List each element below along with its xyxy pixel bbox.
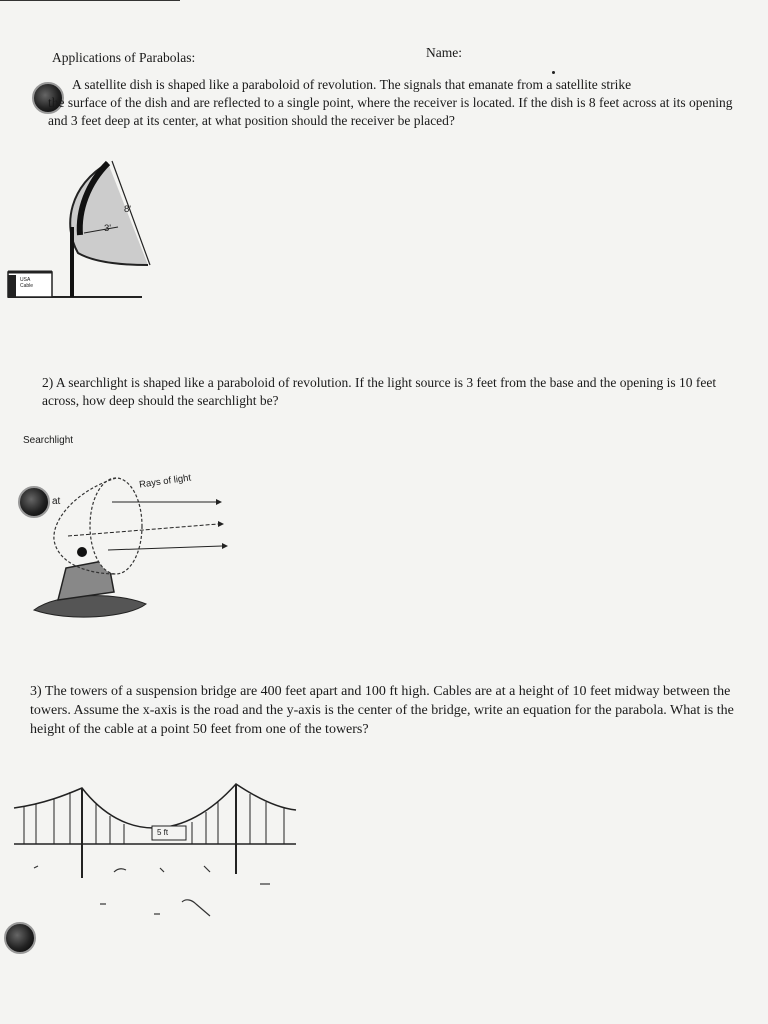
name-label: Name:	[426, 45, 462, 60]
main-cable	[14, 784, 296, 828]
suspension-bridge-figure	[14, 780, 304, 920]
ray-3-arrow	[222, 543, 228, 549]
question-2: 2) A searchlight is shaped like a paraboloid of revolution. If the light source is 3 feet from the base and the opening is 10 feet across, how deep should the searchlight be?	[42, 375, 717, 408]
stray-mark	[552, 71, 555, 74]
binder-hole-bottom	[4, 922, 36, 954]
dish-depth-label: 3'	[104, 223, 112, 234]
bridge-sign-text: 5 ft	[157, 828, 169, 837]
rays-of-light-label: Rays of light	[138, 472, 192, 491]
question-1-rest: the surface of the dish and are reflected to a single point, where the receiver is located. If the dish is 8 feet across at its opening and 3 feet deep at its center, at what position should the receiver be placed?	[48, 95, 733, 128]
receiver-box-label: USA Cable	[20, 277, 34, 289]
searchlight-caption: Searchlight	[23, 435, 74, 446]
question-1-line1: A satellite dish is shaped like a paraboloid of revolution. The signals that emanate from a satellite strike	[72, 77, 632, 92]
satellite-dish-figure	[0, 155, 160, 315]
receiver-box-dark	[8, 275, 16, 297]
dish-width-label: 8'	[124, 204, 132, 215]
searchlight-stray-text: at	[52, 496, 61, 507]
water-marks	[34, 866, 270, 916]
searchlight-shadow	[34, 596, 146, 617]
searchlight-opening	[90, 478, 142, 574]
searchlight-figure	[28, 480, 238, 630]
question-3: 3) The towers of a suspension bridge are 400 feet apart and 100 ft high. Cables are at a height of 10 feet midway between the towers. Assume the x-axis is the road and the y-axis is the center of the bridge, write an equation for the parabola. What is the height of the cable at a point 50 feet from one of the towers?	[30, 684, 734, 737]
scan-edge-line	[0, 0, 180, 1]
ray-1-arrow	[216, 499, 222, 505]
light-source	[77, 547, 87, 557]
question-1	[48, 76, 738, 130]
worksheet-title: Applications of Parabolas:	[52, 50, 196, 65]
ray-2-arrow	[218, 521, 224, 527]
